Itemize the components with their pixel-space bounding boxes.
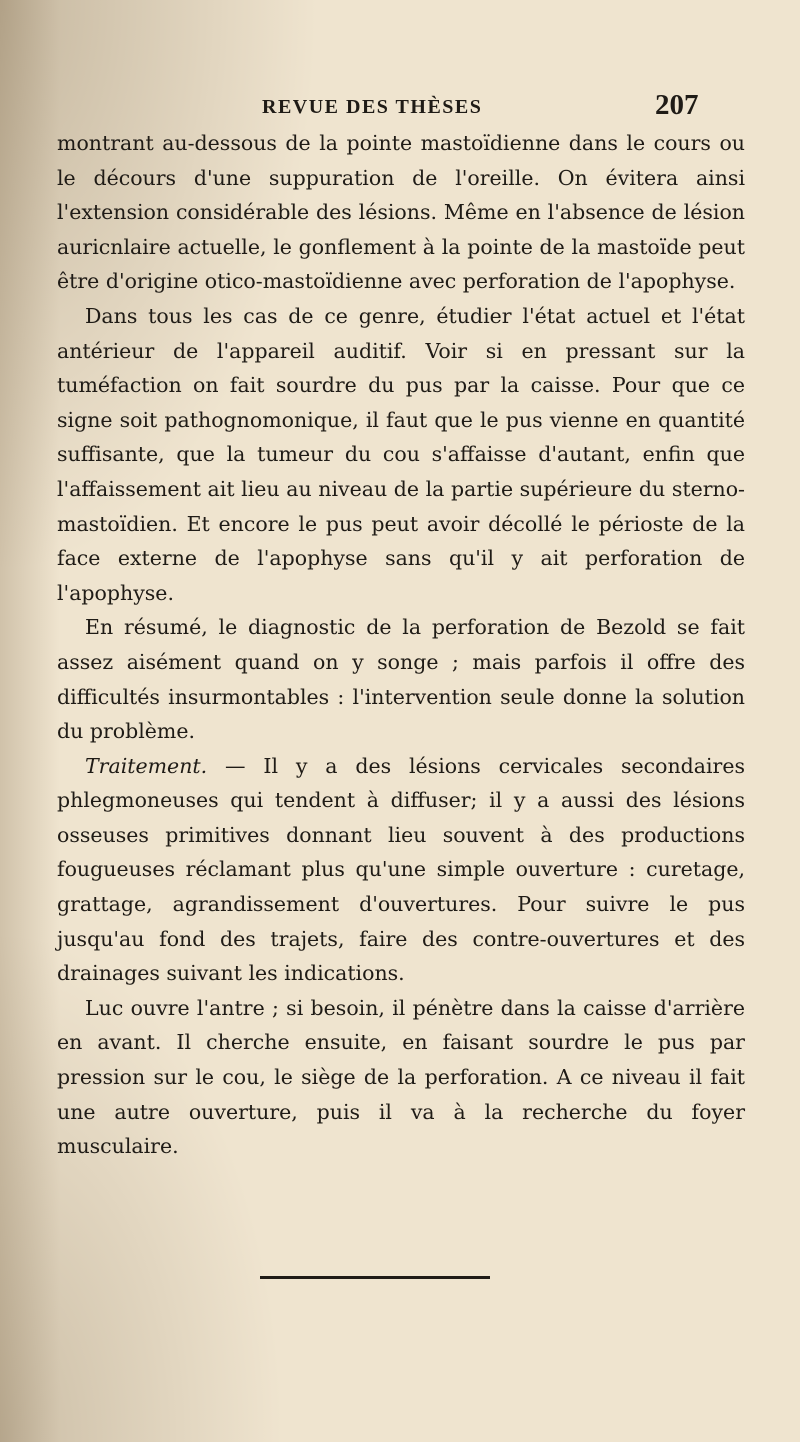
page-number: 207 [655,89,699,121]
paragraph-continuation: montrant au-dessous de la pointe mastoïdienne dans le cours ou le décours d'une suppuration de l'oreille. On évitera ainsi l'extension considérable des lésions. Même en l'absence de lésion auricnlaire actuelle, le gonflement à la pointe de la mastoïde peut être d'origine otico-mastoïdienne avec perforation de l'apophyse. [57,131,745,294]
paragraph-treatment [57,749,745,991]
paragraph-summary: En résumé, le diagnostic de la perforation de Bezold se fait assez aisément quand on y songe ; mais parfois il offre des difficultés insurmontables : l'intervention seule donne la solution du problème. [57,615,745,744]
paragraph-luc-procedure: Luc ouvre l'antre ; si besoin, il pénètre dans la caisse d'arrière en avant. Il cherche ensuite, en faisant sourdre le pus par pression sur le cou, le siège de la perforation. A ce niveau il fait une autre ouverture, puis il va à la recherche du foyer musculaire. [57,995,745,1159]
paragraph-diagnosis-steps: Dans tous les cas de ce genre, étudier l'état actuel et l'état antérieur de l'appareil auditif. Voir si en pressant sur la tuméfaction on fait sourdre du pus par la caisse. Pour que ce signe soit pathognomonique, il faut que le pus vienne en quantité suffisante, que la tumeur du cou s'affaisse d'autant, enfin que l'affaissement ait lieu au niveau de la partie supérieure du sterno-mastoïdien. Et encore le pus peut avoir décollé le périoste de la face externe de l'apophyse sans qu'il y ait perforation de l'apophyse. [57,303,745,605]
treatment-heading: Traitement. [85,753,208,778]
treatment-text: — Il y a des lésions cervicales secondaires phlegmoneuses qui tendent à diffuser; il y a aussi des lésions osseuses primitives donnant lieu souvent à des productions fougueuses réclamant plus qu'une simple ouverture : curetage, grattage, agrandissement d'ouvertures. Pour suivre le pus jusqu'au fond des trajets, faire des contre-ouvertures et des drainages suivant les indications. [57,753,745,986]
body-text [57,126,745,1164]
section-end-rule [260,1276,490,1279]
running-head: REVUE DES THÈSES [262,96,483,118]
